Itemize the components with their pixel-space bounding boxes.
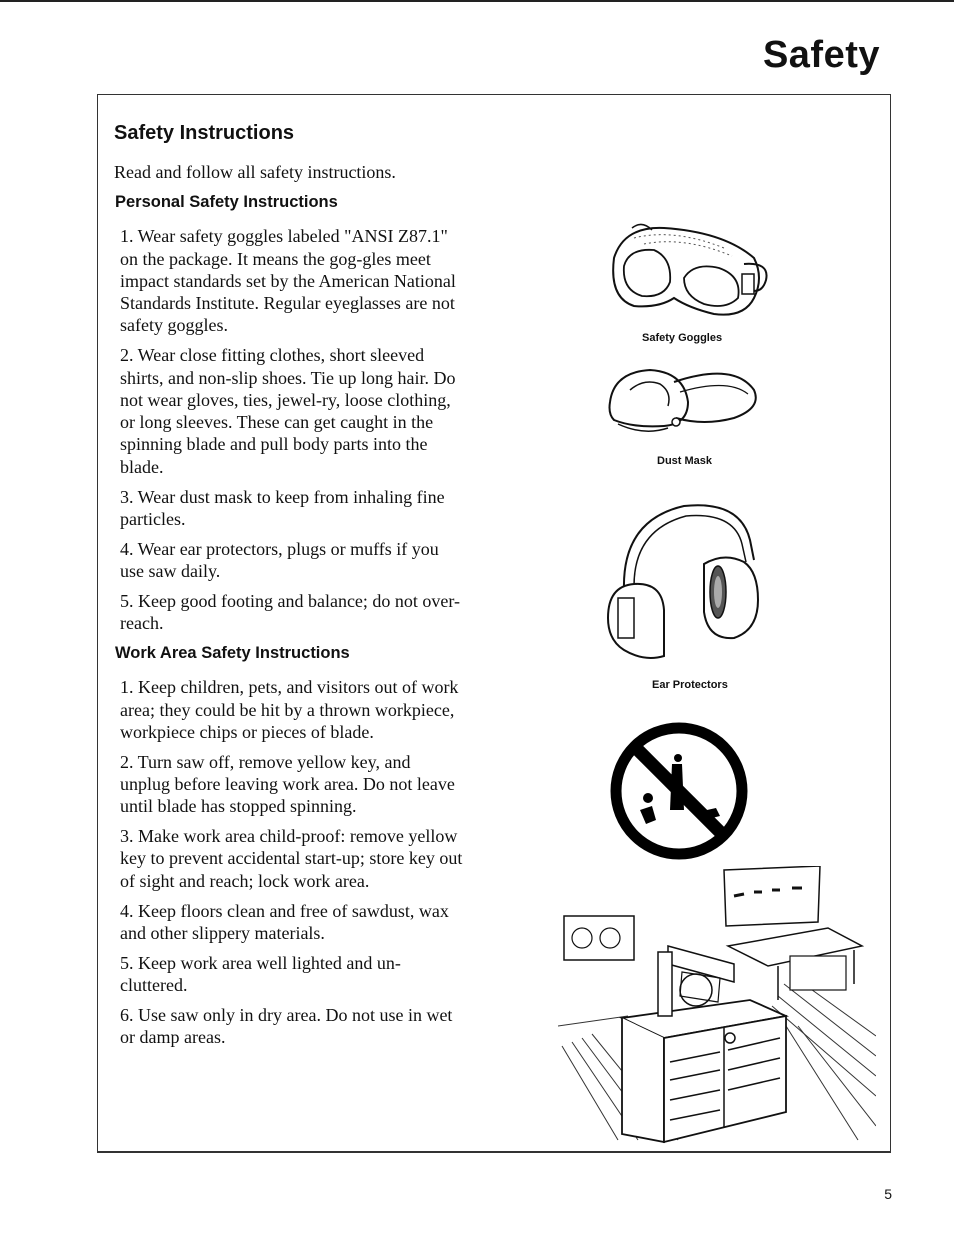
list-item: 4. Keep floors clean and free of sawdust, wax and other slippery materials. [120,900,449,943]
page-number: 5 [884,1186,892,1202]
list-item: 3. Wear dust mask to keep from inhaling fine particles. [120,486,445,529]
frame-bottom-rule [97,1151,891,1153]
workshop-saw-illustration [558,866,876,1144]
list-item: 6. Use saw only in dry area. Do not use in wet or damp areas. [120,1004,453,1047]
list-item: 2. Turn saw off, remove yellow key, and unplug before leaving work area. Do not leave until blade has stopped spinning. [120,751,455,817]
intro-text: Read and follow all safety instructions. [114,162,396,182]
list-item: 3. Make work area child-proof: remove yellow key to prevent accidental start-up; store key out of sight and reach; lock work area. [120,826,463,891]
list-item: 1. Keep children, pets, and visitors out of work area; they could be hit by a thrown workpiece, workpiece chips or pieces of blade. [120,677,459,742]
ear-protectors-illustration [604,500,764,668]
list-item: 2. Wear close fitting clothes, short sleeved shirts, and non-slip shoes. Tie up long hair. Do not wear gloves, ties, jewel-ry, loose clothing, or long sleeves. These can get caught in the spinning blade and pull body parts into the blade. [120,345,456,477]
ear-caption: Ear Protectors [652,679,728,691]
safety-goggles-illustration [604,218,772,328]
list-item: 5. Keep good footing and balance; do not over-reach. [120,590,461,634]
section-title: Safety Instructions [114,122,295,144]
mask-caption: Dust Mask [657,455,713,467]
work-area-heading: Work Area Safety Instructions [115,644,350,663]
goggles-caption: Safety Goggles [642,332,723,344]
list-item: 4. Wear ear protectors, plugs or muffs if you use saw daily. [120,538,439,581]
personal-safety-heading: Personal Safety Instructions [115,193,338,212]
dust-mask-illustration [604,362,764,442]
page-title: Safety [762,34,880,76]
no-children-pets-sign [608,720,750,862]
top-rule [0,0,954,2]
list-item: 1. Wear safety goggles labeled "ANSI Z87.1" on the package. It means the gog-gles meet impact standards set by the American National Standards Institute. Regular eyeglasses are not safety goggles. [120,226,456,336]
text-column [114,122,464,1058]
personal-safety-list [120,225,464,634]
list-item: 5. Keep work area well lighted and un-cluttered. [120,952,401,995]
work-area-list [120,676,464,1048]
